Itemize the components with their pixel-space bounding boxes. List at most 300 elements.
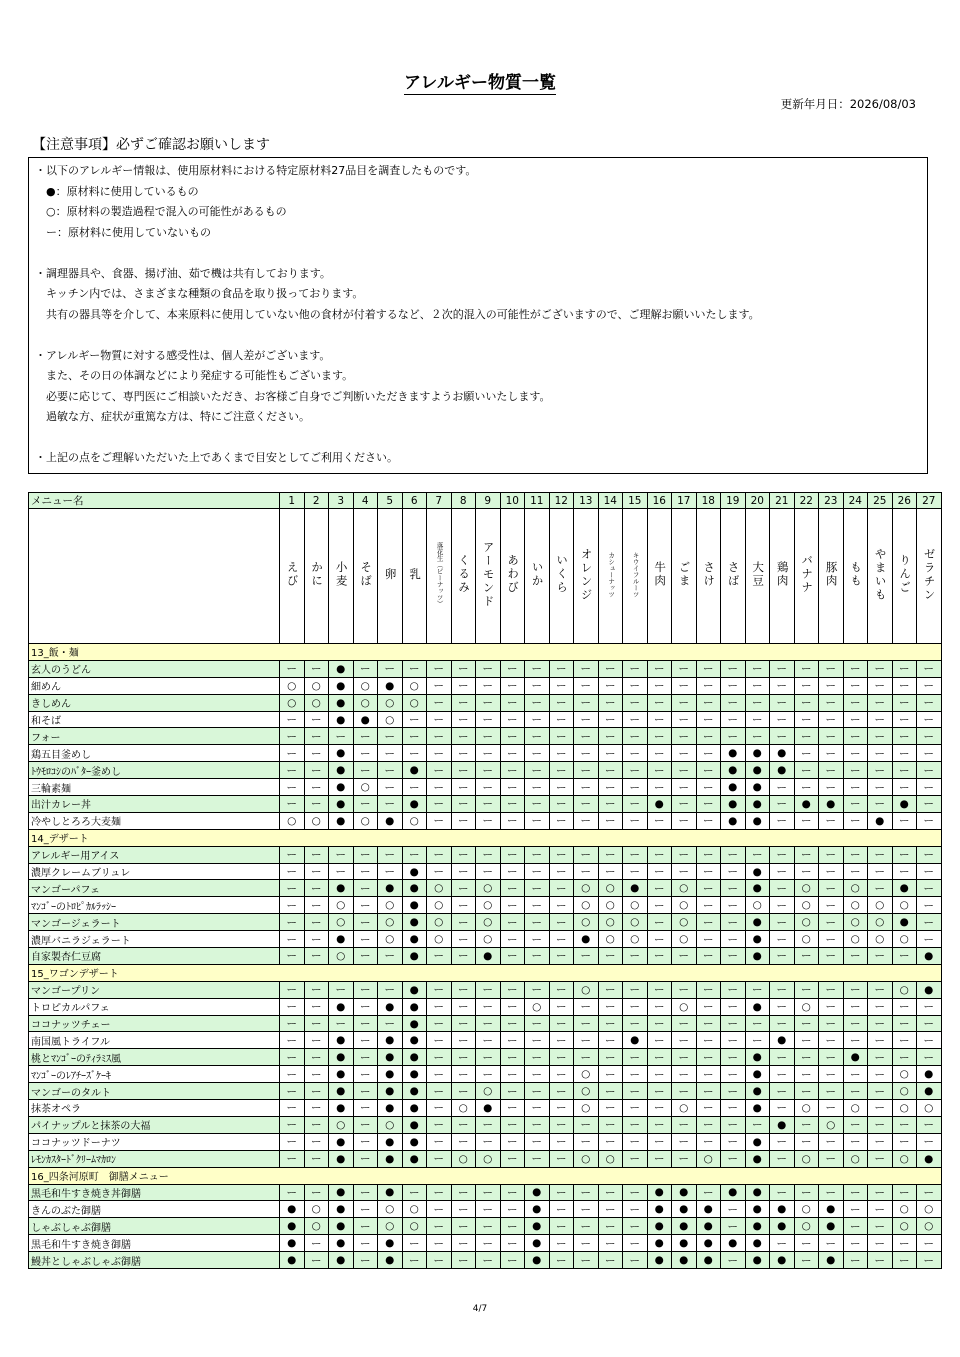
menu-name: トロピカルパフェ xyxy=(29,998,280,1015)
allergen-mark: ー xyxy=(868,846,893,863)
allergen-mark: ー xyxy=(574,1184,599,1201)
menu-row xyxy=(29,1184,942,1201)
allergen-mark: ー xyxy=(549,796,574,813)
allergen-mark: ー xyxy=(574,1032,599,1049)
allergen-mark: ー xyxy=(549,1015,574,1032)
allergen-mark: ー xyxy=(843,694,868,711)
allergen-mark: ー xyxy=(770,931,795,948)
allergen-mark: ● xyxy=(745,1049,770,1066)
updated-date: 更新年月日：2026/08/03 xyxy=(780,97,916,111)
allergen-name xyxy=(696,509,721,644)
allergen-mark: ー xyxy=(721,1066,746,1083)
allergen-mark: ー xyxy=(500,762,525,779)
allergen-mark: ー xyxy=(353,914,378,931)
allergen-mark: ● xyxy=(402,796,427,813)
allergen-mark: ー xyxy=(696,914,721,931)
allergen-mark: ー xyxy=(745,1116,770,1133)
allergen-mark: ー xyxy=(868,948,893,965)
allergen-mark: ー xyxy=(549,745,574,762)
menu-name: 抹茶オペラ xyxy=(29,1100,280,1117)
allergen-mark: ー xyxy=(598,728,623,745)
allergen-mark: ー xyxy=(549,1184,574,1201)
allergen-mark: ー xyxy=(623,694,648,711)
allergen-mark: ー xyxy=(525,1066,550,1083)
allergen-mark: ー xyxy=(574,1133,599,1150)
allergen-mark: ー xyxy=(451,677,476,694)
allergen-mark: ー xyxy=(451,914,476,931)
allergen-mark: ー xyxy=(794,981,819,998)
allergen-mark: ー xyxy=(917,1133,942,1150)
allergen-mark: ● xyxy=(329,779,354,796)
allergen-mark: ● xyxy=(721,779,746,796)
allergen-mark: ● xyxy=(745,1133,770,1150)
allergen-mark: ー xyxy=(672,948,697,965)
allergen-mark: ● xyxy=(745,998,770,1015)
allergen-mark: ○ xyxy=(672,897,697,914)
allergen-mark: ー xyxy=(427,762,452,779)
notice-line: ・調理器具や、食器、揚げ油、茹で機は共有しております。 xyxy=(35,266,331,280)
allergen-mark: ー xyxy=(304,1133,329,1150)
allergen-mark: ー xyxy=(892,863,917,880)
allergen-mark: ー xyxy=(843,1133,868,1150)
allergen-mark: ● xyxy=(402,914,427,931)
allergen-mark: ー xyxy=(868,796,893,813)
allergen-mark: ー xyxy=(378,948,403,965)
allergen-mark: ー xyxy=(745,660,770,677)
allergen-mark: ー xyxy=(549,897,574,914)
allergen-mark: ー xyxy=(304,897,329,914)
allergen-mark: ー xyxy=(353,1066,378,1083)
allergen-name xyxy=(892,509,917,644)
allergen-mark: ー xyxy=(353,863,378,880)
allergen-mark: ● xyxy=(402,931,427,948)
allergen-mark: ー xyxy=(892,677,917,694)
allergen-mark: ー xyxy=(647,728,672,745)
menu-row xyxy=(29,846,942,863)
allergen-mark: ー xyxy=(696,694,721,711)
allergen-mark: ー xyxy=(304,981,329,998)
allergen-mark: ー xyxy=(378,981,403,998)
allergen-mark: ー xyxy=(476,677,501,694)
allergen-mark: ○ xyxy=(353,779,378,796)
allergen-mark: ー xyxy=(500,796,525,813)
allergen-mark: ー xyxy=(451,779,476,796)
allergen-name xyxy=(647,509,672,644)
allergen-mark: ー xyxy=(647,1015,672,1032)
allergen-mark: ー xyxy=(476,1184,501,1201)
allergen-mark: ー xyxy=(525,711,550,728)
allergen-mark: ー xyxy=(623,1201,648,1218)
allergen-mark: ー xyxy=(549,863,574,880)
allergen-mark: ー xyxy=(402,1252,427,1269)
allergen-name-label: かに xyxy=(310,561,325,588)
allergen-mark: ー xyxy=(549,1235,574,1252)
allergen-mark: ー xyxy=(427,1133,452,1150)
allergen-mark: ー xyxy=(525,880,550,897)
allergen-mark: ー xyxy=(451,998,476,1015)
allergen-mark: ● xyxy=(745,1066,770,1083)
menu-row xyxy=(29,948,942,965)
allergen-mark: ー xyxy=(892,1032,917,1049)
allergen-mark: ー xyxy=(476,846,501,863)
allergen-mark: ー xyxy=(696,762,721,779)
allergen-mark: ○ xyxy=(623,897,648,914)
allergen-mark: ー xyxy=(696,796,721,813)
allergen-mark: ● xyxy=(917,1066,942,1083)
allergen-mark: ー xyxy=(794,1083,819,1100)
menu-name: しゃぶしゃぶ御膳 xyxy=(29,1218,280,1235)
allergen-name xyxy=(623,509,648,644)
allergen-mark: ー xyxy=(819,897,844,914)
allergen-mark: ー xyxy=(574,677,599,694)
allergen-mark: ー xyxy=(304,1100,329,1117)
allergen-mark: ー xyxy=(500,863,525,880)
allergen-mark: ー xyxy=(304,880,329,897)
allergen-mark: ー xyxy=(549,1032,574,1049)
allergen-mark: ○ xyxy=(402,694,427,711)
allergen-mark: ー xyxy=(304,1252,329,1269)
allergen-mark: ー xyxy=(672,745,697,762)
menu-name: 黒毛和牛すき焼き丼御膳 xyxy=(29,1184,280,1201)
allergen-mark: ー xyxy=(451,1015,476,1032)
allergen-mark: ー xyxy=(598,677,623,694)
allergen-mark: ー xyxy=(672,1083,697,1100)
allergen-mark: ○ xyxy=(329,914,354,931)
allergen-mark: ー xyxy=(427,1049,452,1066)
allergen-mark: ● xyxy=(745,779,770,796)
allergen-mark: ー xyxy=(647,998,672,1015)
allergen-mark: ー xyxy=(721,660,746,677)
allergen-mark: ー xyxy=(353,1235,378,1252)
allergen-mark: ー xyxy=(623,796,648,813)
allergen-mark: ー xyxy=(476,779,501,796)
allergen-mark: ー xyxy=(794,1015,819,1032)
allergen-mark: ー xyxy=(353,880,378,897)
allergen-mark: ー xyxy=(353,1252,378,1269)
allergen-mark: ー xyxy=(892,779,917,796)
allergen-mark: ー xyxy=(819,745,844,762)
allergen-mark: ー xyxy=(770,728,795,745)
allergen-mark: ー xyxy=(549,660,574,677)
allergen-mark: ー xyxy=(402,1184,427,1201)
allergen-mark: ー xyxy=(598,1032,623,1049)
allergen-mark: ー xyxy=(525,694,550,711)
allergen-mark: ー xyxy=(280,1116,305,1133)
allergen-mark: ● xyxy=(402,863,427,880)
allergen-mark: ○ xyxy=(794,880,819,897)
allergen-mark: ○ xyxy=(794,1100,819,1117)
allergen-mark: ○ xyxy=(843,1100,868,1117)
allergen-mark: ー xyxy=(427,728,452,745)
allergen-mark: ○ xyxy=(353,677,378,694)
allergen-mark: ○ xyxy=(378,1116,403,1133)
allergen-mark: ー xyxy=(672,796,697,813)
allergen-mark: ー xyxy=(451,1218,476,1235)
allergen-name-label: やまいも xyxy=(873,547,888,602)
menu-name: パイナップルと抹茶の大福 xyxy=(29,1116,280,1133)
allergen-mark: ー xyxy=(794,948,819,965)
allergen-mark: ー xyxy=(819,998,844,1015)
allergen-mark: ー xyxy=(280,1083,305,1100)
allergen-number: 25 xyxy=(868,493,893,509)
allergen-mark: ー xyxy=(647,931,672,948)
allergen-mark: ● xyxy=(745,1184,770,1201)
menu-row xyxy=(29,897,942,914)
allergen-mark: ー xyxy=(819,1184,844,1201)
allergen-mark: ー xyxy=(451,1116,476,1133)
allergen-mark: ー xyxy=(917,931,942,948)
allergen-mark: ○ xyxy=(843,897,868,914)
menu-row xyxy=(29,880,942,897)
allergen-number: 20 xyxy=(745,493,770,509)
allergen-mark: ー xyxy=(770,677,795,694)
allergen-mark: ー xyxy=(476,1116,501,1133)
allergen-mark: ー xyxy=(794,677,819,694)
allergen-mark: ー xyxy=(917,1015,942,1032)
allergen-mark: ー xyxy=(500,1252,525,1269)
notice-box xyxy=(28,157,928,474)
allergen-mark: ー xyxy=(721,677,746,694)
allergen-mark: ● xyxy=(770,762,795,779)
allergen-mark: ー xyxy=(353,745,378,762)
allergen-mark: ○ xyxy=(574,897,599,914)
allergen-number: 27 xyxy=(917,493,942,509)
allergen-mark: ー xyxy=(574,863,599,880)
allergen-mark: ー xyxy=(843,1032,868,1049)
allergen-mark: ー xyxy=(770,981,795,998)
allergen-name-label: あわび xyxy=(506,554,521,595)
allergen-mark: ● xyxy=(402,1116,427,1133)
menu-row xyxy=(29,1066,942,1083)
allergen-mark: ー xyxy=(770,796,795,813)
allergen-mark: ○ xyxy=(525,998,550,1015)
allergen-mark: ○ xyxy=(794,998,819,1015)
allergen-mark: ー xyxy=(623,981,648,998)
allergen-mark: ー xyxy=(427,1066,452,1083)
allergen-mark: ー xyxy=(917,1252,942,1269)
allergen-mark: ● xyxy=(745,948,770,965)
allergen-mark: ー xyxy=(549,1066,574,1083)
allergen-mark: ● xyxy=(721,762,746,779)
allergen-mark: ー xyxy=(549,880,574,897)
allergen-mark: ー xyxy=(598,762,623,779)
allergen-mark: ー xyxy=(500,1015,525,1032)
allergen-mark: ー xyxy=(917,846,942,863)
allergen-mark: ○ xyxy=(892,981,917,998)
allergen-mark: ○ xyxy=(304,677,329,694)
allergen-mark: ー xyxy=(353,1133,378,1150)
allergen-mark: ー xyxy=(843,846,868,863)
allergen-mark: ー xyxy=(917,779,942,796)
allergen-mark: ● xyxy=(329,694,354,711)
allergen-mark: ー xyxy=(672,1116,697,1133)
allergen-mark: ー xyxy=(353,1201,378,1218)
allergen-mark: ー xyxy=(280,931,305,948)
allergen-mark: ー xyxy=(721,694,746,711)
category-row xyxy=(29,644,942,661)
allergen-mark: ● xyxy=(378,1133,403,1150)
allergen-mark: ○ xyxy=(402,1201,427,1218)
allergen-mark: ー xyxy=(525,677,550,694)
notice-line: 共有の器具等を介して、本来原料に使用していない他の食材が付着するなど、２次的混入の可能性がございますので、ご理解お願いいたします。 xyxy=(35,307,760,321)
allergen-mark: ● xyxy=(329,762,354,779)
allergen-mark: ー xyxy=(819,880,844,897)
allergen-name xyxy=(549,509,574,644)
allergen-mark: ー xyxy=(451,728,476,745)
allergen-mark: ○ xyxy=(892,1218,917,1235)
allergen-mark: ー xyxy=(696,948,721,965)
allergen-mark: ー xyxy=(427,1116,452,1133)
allergen-mark: ー xyxy=(623,728,648,745)
allergen-mark: ー xyxy=(623,1100,648,1117)
allergen-mark: ー xyxy=(647,694,672,711)
menu-name: 桃とﾏﾝｺﾞｰのﾃｨﾗﾐｽ風 xyxy=(29,1049,280,1066)
allergen-mark: ー xyxy=(721,1150,746,1167)
allergen-mark: ー xyxy=(353,1083,378,1100)
allergen-mark: ー xyxy=(598,1100,623,1117)
allergen-mark: ー xyxy=(794,1116,819,1133)
allergen-number: 18 xyxy=(696,493,721,509)
allergen-mark: ー xyxy=(794,1235,819,1252)
allergen-number: 12 xyxy=(549,493,574,509)
allergen-mark: ○ xyxy=(672,998,697,1015)
allergen-mark: ー xyxy=(304,745,329,762)
allergen-mark: ● xyxy=(745,1150,770,1167)
allergen-mark: ー xyxy=(500,728,525,745)
allergen-number: 15 xyxy=(623,493,648,509)
allergen-mark: ー xyxy=(280,1015,305,1032)
menu-row xyxy=(29,812,942,829)
menu-name: 自家製杏仁豆腐 xyxy=(29,948,280,965)
allergen-mark: ー xyxy=(819,1032,844,1049)
allergen-mark: ー xyxy=(868,711,893,728)
allergen-mark: ー xyxy=(917,880,942,897)
allergen-mark: ○ xyxy=(794,1218,819,1235)
allergen-mark: ○ xyxy=(868,897,893,914)
allergen-name-label: 卵 xyxy=(383,567,398,582)
menu-name: 玄人のうどん xyxy=(29,660,280,677)
allergen-name-label: バナナ xyxy=(800,554,815,595)
allergen-mark: ● xyxy=(696,1235,721,1252)
allergen-number: 13 xyxy=(574,493,599,509)
allergen-mark: ● xyxy=(402,981,427,998)
allergen-mark: ○ xyxy=(476,1083,501,1100)
allergen-mark: ー xyxy=(819,931,844,948)
allergen-mark: ー xyxy=(819,812,844,829)
allergen-mark: ● xyxy=(647,1218,672,1235)
allergen-mark: ー xyxy=(696,728,721,745)
allergen-mark: ー xyxy=(868,660,893,677)
allergen-mark: ー xyxy=(892,1252,917,1269)
allergen-mark: ● xyxy=(745,812,770,829)
allergen-mark: ー xyxy=(843,1083,868,1100)
menu-name: ココナッツチェー xyxy=(29,1015,280,1032)
allergen-mark: ● xyxy=(672,1235,697,1252)
allergen-mark: ー xyxy=(525,1015,550,1032)
allergen-mark: ● xyxy=(402,1049,427,1066)
allergen-name-label: いくら xyxy=(555,554,570,595)
allergen-mark: ー xyxy=(696,846,721,863)
allergen-mark: ー xyxy=(623,660,648,677)
allergen-mark: ● xyxy=(794,796,819,813)
allergen-mark: ー xyxy=(819,1235,844,1252)
allergen-mark: ー xyxy=(623,1116,648,1133)
allergen-mark: ー xyxy=(892,1116,917,1133)
allergen-mark: ー xyxy=(819,1100,844,1117)
allergen-name-label: もも xyxy=(849,561,864,588)
allergen-mark: ー xyxy=(843,1116,868,1133)
allergen-mark: ー xyxy=(304,914,329,931)
allergen-mark: ー xyxy=(353,1049,378,1066)
allergen-mark: ー xyxy=(353,1150,378,1167)
allergen-mark: ● xyxy=(721,812,746,829)
allergen-mark: ー xyxy=(353,1015,378,1032)
allergen-mark: ー xyxy=(427,1032,452,1049)
allergen-mark: ー xyxy=(353,897,378,914)
allergen-mark: ー xyxy=(843,812,868,829)
notice-line xyxy=(35,428,915,449)
allergen-name xyxy=(500,509,525,644)
allergen-mark: ー xyxy=(451,1032,476,1049)
allergen-mark: ー xyxy=(378,745,403,762)
allergen-mark: ー xyxy=(745,677,770,694)
allergen-mark: ー xyxy=(647,948,672,965)
allergen-mark: ー xyxy=(280,948,305,965)
allergen-mark: ー xyxy=(794,1049,819,1066)
allergen-mark: ー xyxy=(819,1150,844,1167)
allergen-mark: ー xyxy=(353,981,378,998)
allergen-mark: ー xyxy=(451,1252,476,1269)
allergen-mark: ー xyxy=(500,914,525,931)
allergen-mark: ー xyxy=(280,711,305,728)
allergen-mark: ー xyxy=(819,863,844,880)
allergen-mark: ー xyxy=(917,745,942,762)
allergen-mark: ー xyxy=(427,1015,452,1032)
allergen-name-row xyxy=(29,509,942,644)
allergen-mark: ー xyxy=(843,660,868,677)
allergen-mark: ー xyxy=(843,1201,868,1218)
allergen-mark: ー xyxy=(451,1235,476,1252)
allergen-mark: ● xyxy=(672,1218,697,1235)
allergen-mark: ー xyxy=(598,745,623,762)
allergen-mark: ー xyxy=(868,998,893,1015)
allergen-mark: ● xyxy=(770,1218,795,1235)
allergen-mark: ● xyxy=(745,914,770,931)
allergen-mark: ー xyxy=(672,779,697,796)
allergen-mark: ー xyxy=(451,1201,476,1218)
allergen-mark: ー xyxy=(427,812,452,829)
allergen-mark: ー xyxy=(549,694,574,711)
allergen-mark: ー xyxy=(868,745,893,762)
allergen-mark: ー xyxy=(794,863,819,880)
allergen-mark: ー xyxy=(598,1133,623,1150)
allergen-mark: ○ xyxy=(623,914,648,931)
allergen-mark: ○ xyxy=(353,812,378,829)
allergen-mark: ー xyxy=(696,660,721,677)
allergen-mark: ー xyxy=(500,1083,525,1100)
allergen-mark: ● xyxy=(721,796,746,813)
allergen-mark: ー xyxy=(794,1066,819,1083)
allergen-mark: ● xyxy=(647,1201,672,1218)
allergen-mark: ー xyxy=(427,998,452,1015)
allergen-mark: ー xyxy=(525,812,550,829)
allergen-mark: ー xyxy=(353,1116,378,1133)
allergen-number: 14 xyxy=(598,493,623,509)
allergen-mark: ー xyxy=(378,762,403,779)
allergen-mark: ー xyxy=(647,897,672,914)
allergen-mark: ー xyxy=(647,1150,672,1167)
allergen-mark: ー xyxy=(647,846,672,863)
